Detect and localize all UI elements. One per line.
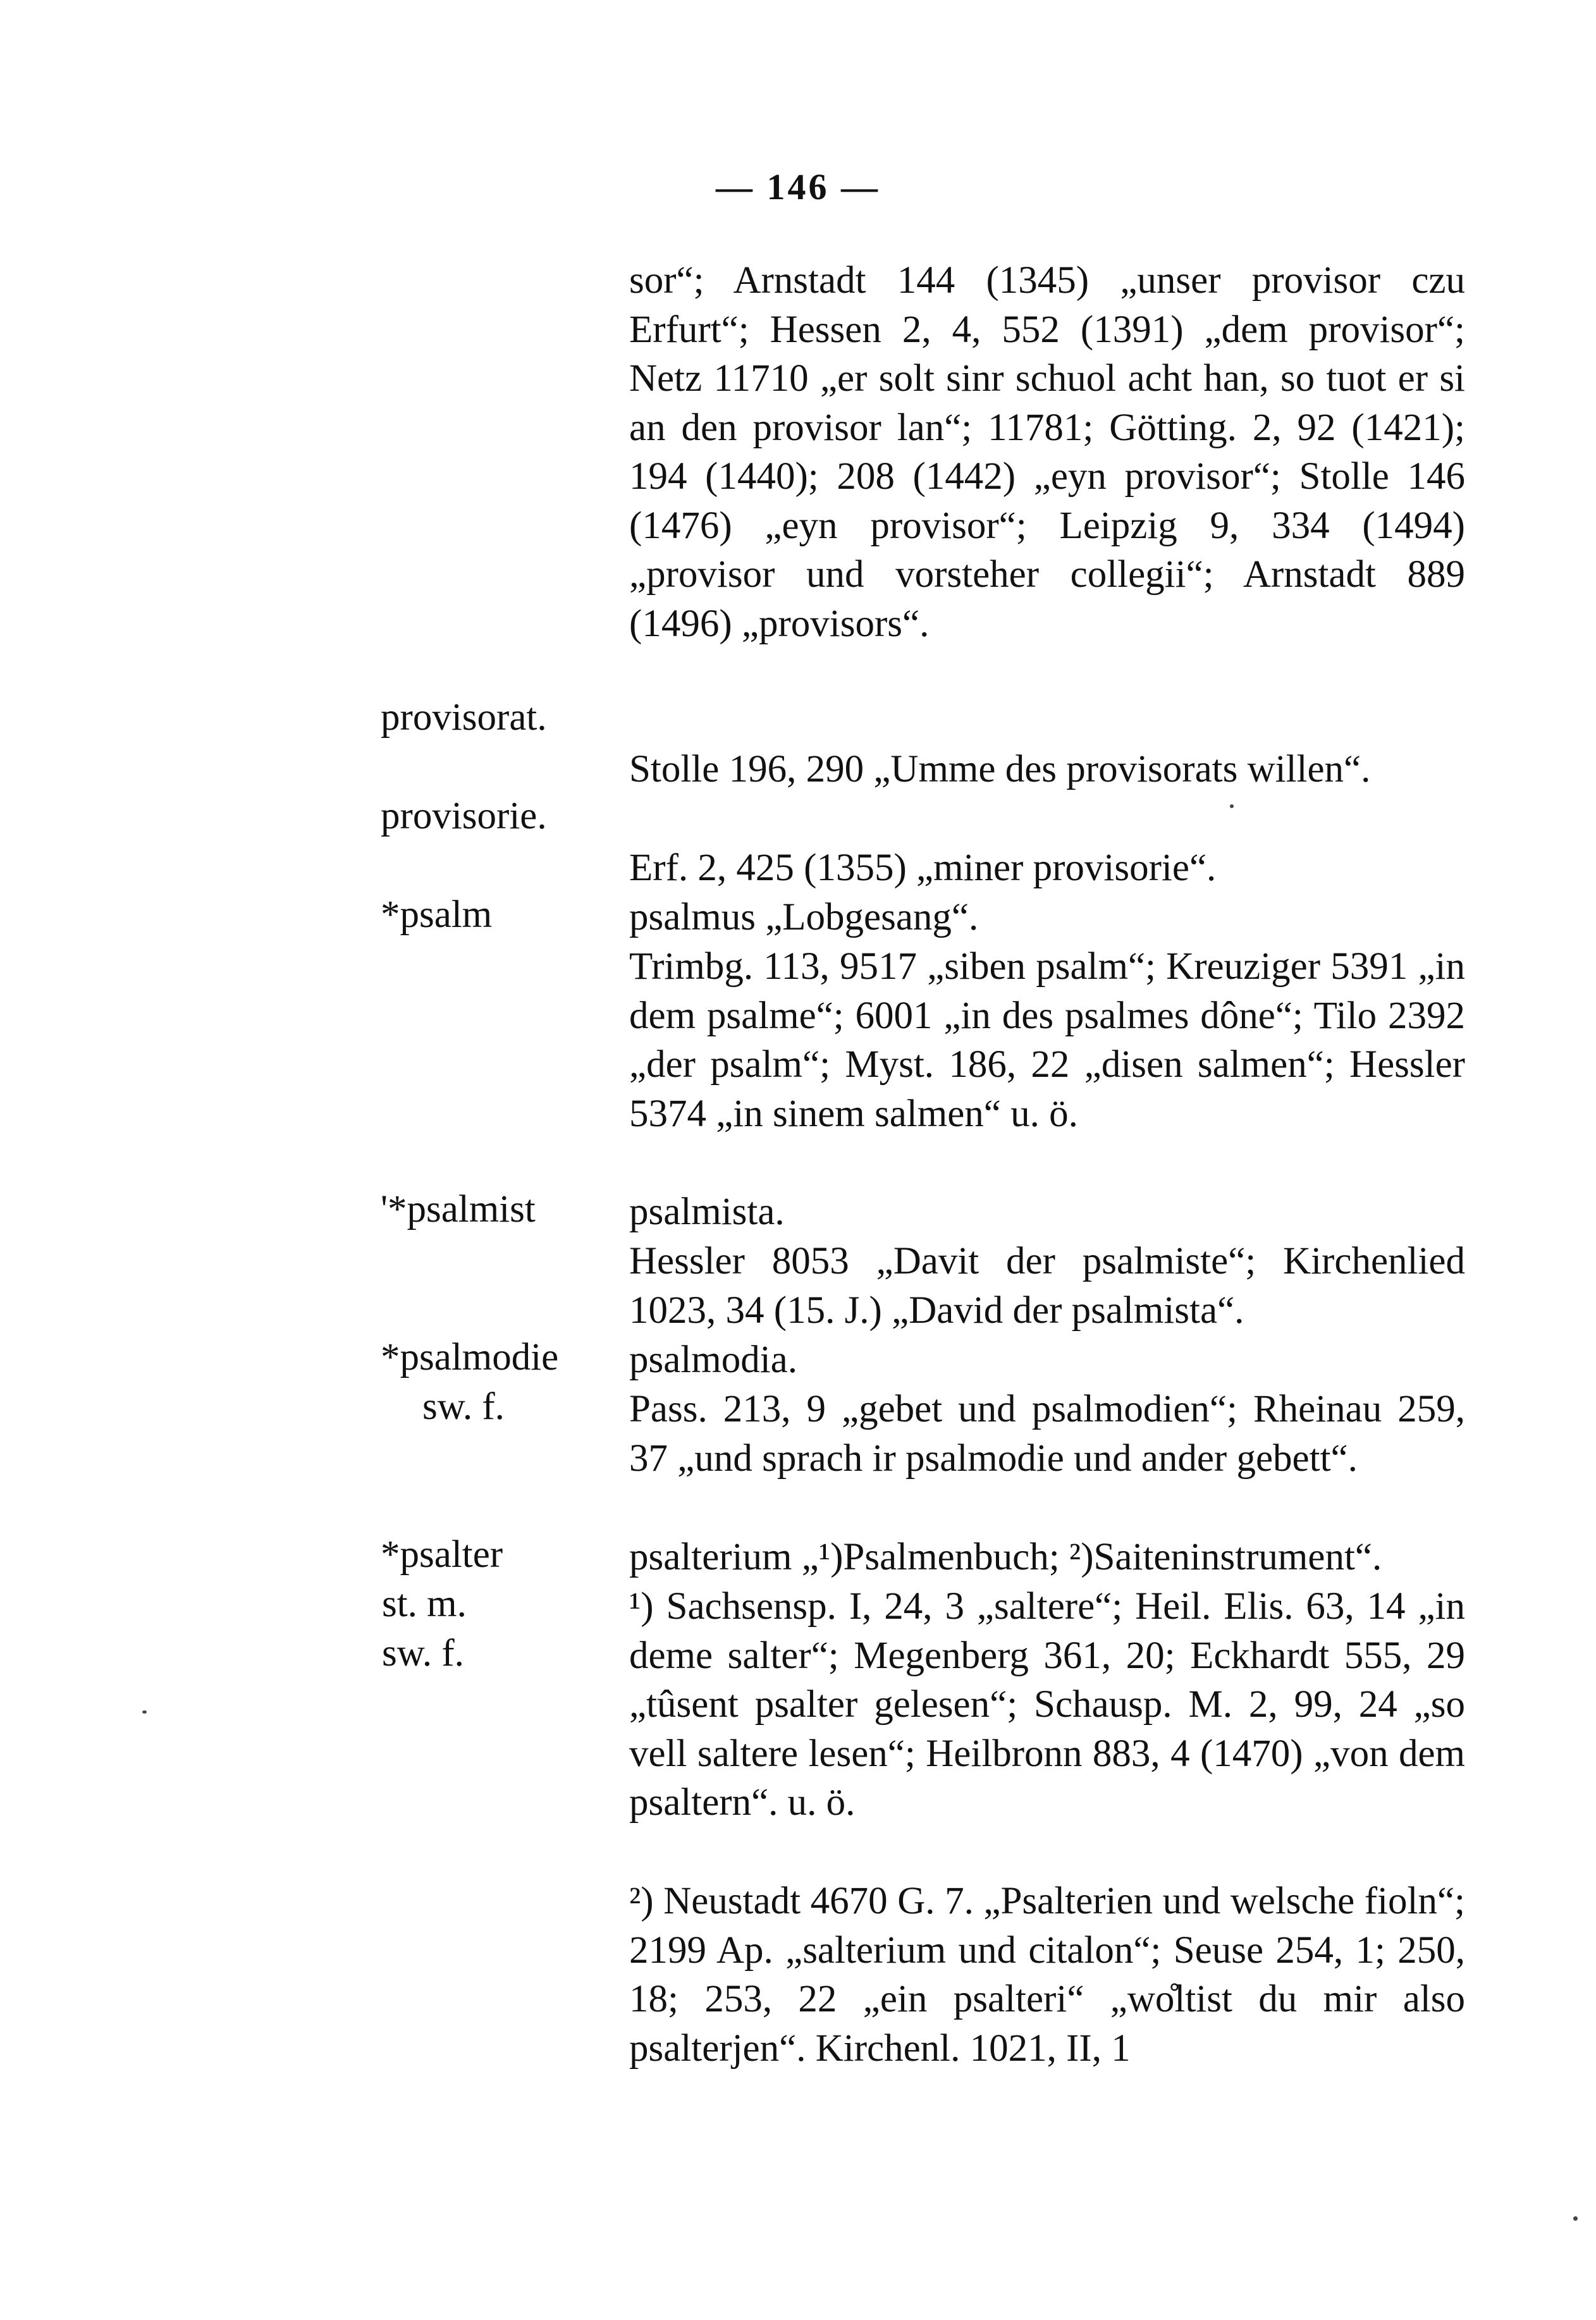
lemma-psalm: *psalm: [381, 893, 493, 936]
entry-text-psalmist: Hessler 8053 „Davit der psalmiste“; Kirchenlied 1023, 34 (15. J.) „David der psalmista“.: [629, 1240, 1465, 1332]
lemma-provisorie: provisorie.: [381, 795, 547, 837]
page-number: — 146 —: [716, 166, 880, 207]
entry-text-provisor: sor“; Arnstadt 144 (1345) „unser provisor czu Erfurt“; Hessen 2, 4, 552 (1391) „dem provisor“; Netz 11710 „er solt sinr schuol acht han, so tuot er si an den provisor lan“; 11781; Götting. 2, 92 (1421); 194 (1440); 208 (1442) „eyn provisor“; Stolle 146 (1476) „eyn provisor“; Leipzig 9, 334 (1494) „provisor und vorsteher collegii“; Arnstadt 889 (1496) „provisors“.: [629, 259, 1465, 645]
lemma-psalter: *psalter: [381, 1533, 503, 1576]
lemma-psalmist: '*psalmist: [381, 1188, 536, 1231]
gender-psalmodie: sw. f.: [422, 1385, 505, 1428]
lemma-psalmodie: *psalmodie: [381, 1336, 559, 1378]
entry-text-psalm: Trimbg. 113, 9517 „siben psalm“; Kreuziger 5391 „in dem psalme“; 6001 „in des psalmes dône“; Tilo 2392 „der psalm“; Myst. 186, 22 „disen salmen“; Hessler 5374 „in sinem salmen“ u. ö.: [629, 945, 1465, 1135]
lemma-provisorat: provisorat.: [381, 696, 547, 739]
print-speck: [142, 1710, 147, 1714]
entry-text-provisorie: Erf. 2, 425 (1355) „miner provisorie“.: [629, 847, 1217, 889]
gender-psalter-strong: st. m.: [382, 1583, 467, 1625]
gender-psalter-weak: sw. f.: [382, 1632, 464, 1674]
entry-text-provisorat: Stolle 196, 290 „Umme des provisorats willen“.: [629, 748, 1371, 790]
entry-gloss-psalmodie: psalmodia.: [629, 1339, 797, 1381]
entry-gloss-psalter: psalterium „¹)Psalmenbuch; ²)Saiteninstrument“.: [629, 1536, 1382, 1578]
entry-text-psalmodie: Pass. 213, 9 „gebet und psalmodien“; Rheinau 259, 37 „und sprach ir psalmodie und ander gebett“.: [629, 1388, 1465, 1480]
entry-text-psalter-sense1: ¹) Sachsensp. I, 24, 3 „saltere“; Heil. Elis. 63, 14 „in deme salter“; Megenberg 361, 20; Eckhardt 555, 29 „tûsent psalter gelesen“; Schausp. M. 2, 99, 24 „so vell saltere lesen“; Heilbronn 883, 4 (1470) „von dem psaltern“. u. ö.: [629, 1585, 1465, 1824]
entry-text-psalter-sense2: ²) Neustadt 4670 G. 7. „Psalterien und welsche fioln“; 2199 Ap. „salterium und citalon“; Seuse 254, 1; 250, 18; 253, 22 „ein psalteri“ „wo̊ltist du mir also psalterjen“. Kirchenl. 1021, II, 1: [629, 1880, 1465, 2070]
entry-gloss-psalmist: psalmista.: [629, 1191, 785, 1233]
print-speck: [1230, 804, 1234, 808]
entry-gloss-psalm: psalmus „Lobgesang“.: [629, 896, 979, 938]
print-speck: [1573, 2216, 1578, 2221]
